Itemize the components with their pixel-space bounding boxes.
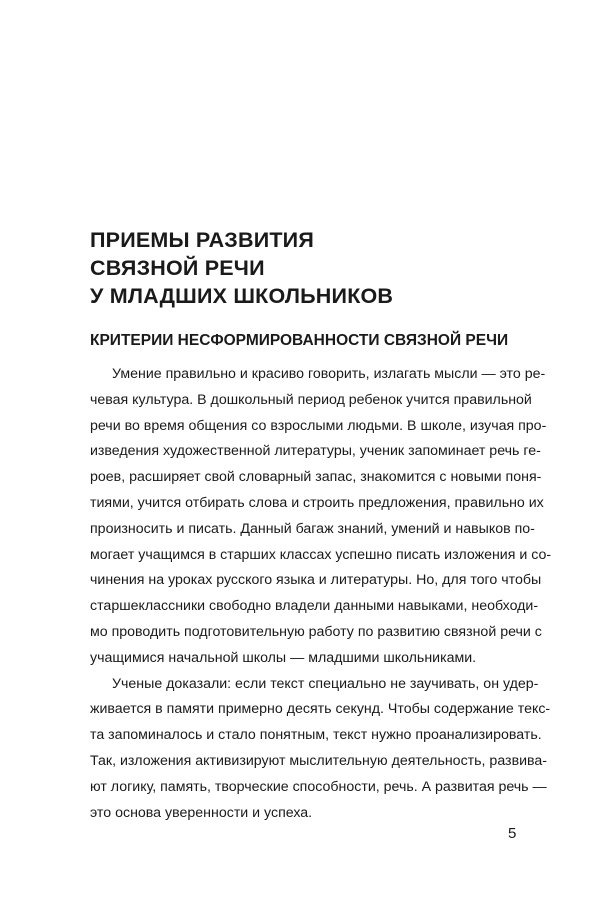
text-line: произносить и писать. Данный багаж знаний, умений и навыков по- xyxy=(90,520,535,537)
text-line: Умение правильно и красиво говорить, излагать мысли — это ре- xyxy=(112,366,546,382)
text-line: старшеклассники свободно владели данными навыками, необходи- xyxy=(90,598,539,615)
text-line: Так, изложения активизируют мыслительную деятельность, развива- xyxy=(90,752,548,769)
text-line: речи во время общения со взрослыми людьми. В школе, изучая про- xyxy=(90,417,547,434)
text-line: ют логику, память, творческие способности, речь. А развитая речь — xyxy=(90,778,547,795)
text-line: та запоминалось и стало понятным, текст нужно проанализировать. xyxy=(90,727,542,744)
body-text xyxy=(90,362,552,826)
chapter-title-line: СВЯЗНОЙ РЕЧИ xyxy=(90,256,265,280)
text-line: это основа уверенности и успеха. xyxy=(90,804,313,821)
chapter-title-line: ПРИЕМЫ РАЗВИТИЯ xyxy=(90,228,314,252)
text-line: чевая культура. В дошкольный период ребенок учится правильной xyxy=(90,391,532,408)
text-line: живается в памяти примерно десять секунд. Чтобы содержание текс- xyxy=(90,701,551,718)
text-line: Ученые доказали: если текст специально не заучивать, он удер- xyxy=(112,675,539,692)
text-line: учащимися начальной школы — младшими школьниками. xyxy=(90,649,477,666)
text-line: мо проводить подготовительную работу по развитию связной речи с xyxy=(90,623,542,640)
paragraph-1 xyxy=(90,362,552,672)
text-line: роев, расширяет свой словарный запас, знакомится с новыми поня- xyxy=(90,469,542,486)
text-line: изведения художественной литературы, ученик запоминает речь ге- xyxy=(90,443,541,460)
text-line: чинения на уроках русского языка и литературы. Но, для того чтобы xyxy=(90,572,542,589)
page-number: 5 xyxy=(508,825,517,842)
chapter-title-line: У МЛАДШИХ ШКОЛЬНИКОВ xyxy=(90,284,394,308)
text-line: тиями, учится отбирать слова и строить предложения, правильно их xyxy=(90,494,544,511)
chapter-title xyxy=(90,226,530,310)
section-title: КРИТЕРИИ НЕСФОРМИРОВАННОСТИ СВЯЗНОЙ РЕЧИ xyxy=(90,332,509,349)
text-line: могает учащимся в старших классах успешно писать изложения и со- xyxy=(90,546,552,563)
paragraph-2 xyxy=(90,672,551,827)
